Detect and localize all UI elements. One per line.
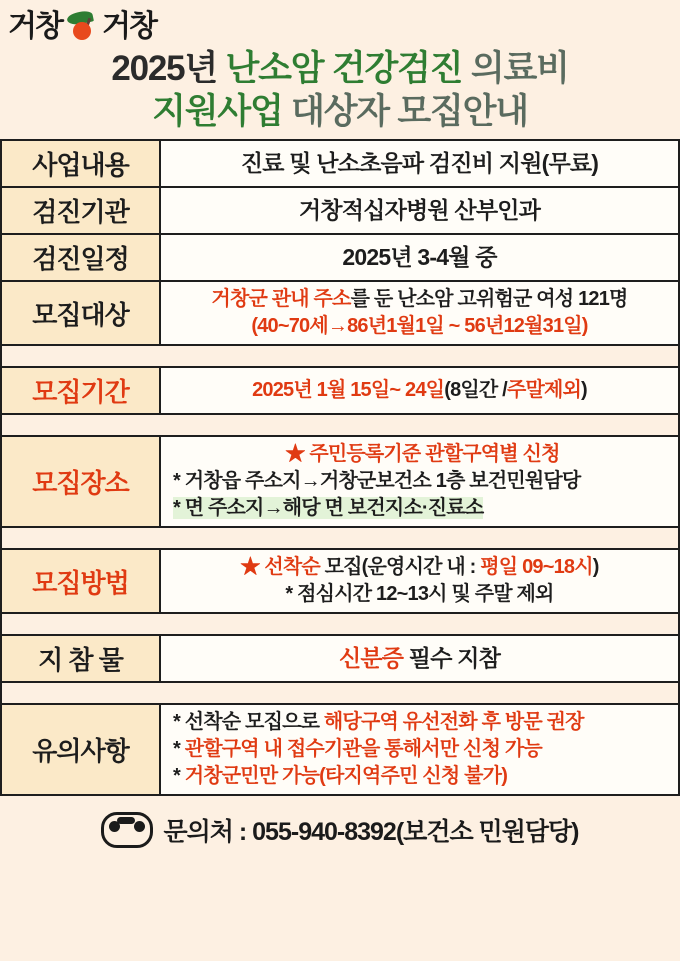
method-line1-rest: 모집(운영시간 내 : [324, 556, 481, 579]
table-spacer [1, 613, 679, 635]
period-part-d: ) [581, 379, 587, 402]
target-line1-rest: 를 둔 난소암 고위험군 여성 121명 [350, 288, 628, 311]
title-line1-part3: 의료비 [470, 49, 569, 88]
row-value-business-content: 진료 및 난소초음파 검진비 지원(무료) [160, 140, 679, 187]
logo-left-text: 거창 [8, 10, 62, 43]
target-line1-red: 거창군 관내 주소 [211, 288, 351, 311]
table-row [1, 635, 679, 682]
notes-line2-red: 관할구역 내 접수기관을 통해서만 신청 가능 [184, 738, 542, 761]
notes-line2-black: * [173, 738, 185, 761]
contact-text: 문의처 : 055-940-8392(보건소 민원담당) [163, 818, 579, 847]
title-line2-part2: 대상자 모집안내 [291, 91, 528, 131]
period-part-c: 주말제외 [506, 379, 582, 402]
notes-line1-black: * 선착순 모집으로 [173, 711, 324, 734]
place-line-3-text: * 면 주소지→해당 면 보건지소·진료소 [173, 497, 484, 520]
place-line-2: * 거창읍 주소지→거창군보건소 1층 보건민원담당 [173, 470, 581, 493]
target-line-1 [167, 286, 672, 313]
notes-line-2 [173, 736, 672, 763]
row-value-application-method [160, 549, 679, 613]
apple-leaf-logo-icon [64, 10, 100, 44]
method-line1-red: 선착순 [264, 556, 325, 579]
table-spacer [1, 414, 679, 436]
row-value-exam-institution: 거창적십자병원 산부인과 [160, 187, 679, 234]
bring-items-rest: 필수 지참 [403, 645, 501, 672]
telephone-icon [101, 812, 153, 848]
row-value-application-place [160, 436, 679, 527]
place-line-1: ★ 주민등록기준 관할구역별 신청 [285, 443, 560, 466]
row-label-application-period: 모집기간 [1, 367, 160, 414]
star-icon: ★ [240, 556, 265, 579]
row-value-notes [160, 704, 679, 795]
period-part-b: (8일간 / [444, 379, 507, 402]
info-table [0, 139, 680, 796]
row-label-application-place: 모집장소 [1, 436, 160, 527]
table-row [1, 187, 679, 234]
notes-line3-black: * [173, 765, 185, 788]
row-label-notes: 유의사항 [1, 704, 160, 795]
method-line1-red2: 평일 09~18시 [480, 556, 593, 579]
row-label-exam-institution: 검진기관 [1, 187, 160, 234]
table-row [1, 549, 679, 613]
title-line-1 [0, 48, 680, 91]
method-line1-tail: ) [592, 556, 599, 579]
place-line-3 [173, 495, 672, 522]
info-table-wrapper [0, 139, 680, 796]
period-part-a: 2025년 1월 15일~ 24일 [252, 379, 445, 402]
logo-right-text: 거창 [101, 10, 156, 43]
notes-line1-red: 해당구역 유선전화 후 방문 권장 [323, 711, 584, 734]
method-line-2: * 점심시간 12~13시 및 주말 제외 [285, 583, 554, 606]
notes-line-3 [173, 763, 672, 790]
row-value-bring-items [160, 635, 679, 682]
period-line [167, 377, 672, 404]
row-label-business-content: 사업내용 [1, 140, 160, 187]
title-line-2 [0, 91, 680, 134]
row-label-exam-schedule: 검진일정 [1, 234, 160, 281]
notes-line-1 [173, 709, 672, 736]
table-row [1, 281, 679, 345]
contact-footer [0, 796, 680, 858]
table-row [1, 140, 679, 187]
row-value-application-period [160, 367, 679, 414]
target-line-2: (40~70세→86년1월1일 ~ 56년12월31일) [251, 315, 588, 338]
row-label-target: 모집대상 [1, 281, 160, 345]
notes-line3-red: 거창군민만 가능(타지역주민 신청 불가) [184, 765, 508, 788]
title-line1-part2: 난소암 건강검진 [225, 49, 471, 88]
table-row [1, 367, 679, 414]
table-row [1, 234, 679, 281]
row-value-target [160, 281, 679, 345]
table-spacer [1, 527, 679, 549]
table-spacer [1, 345, 679, 367]
table-spacer [1, 682, 679, 704]
geochang-logo [8, 6, 156, 48]
row-label-application-method: 모집방법 [1, 549, 160, 613]
table-row [1, 704, 679, 795]
row-value-exam-schedule: 2025년 3-4월 중 [160, 234, 679, 281]
bring-items-red: 신분증 [338, 645, 404, 672]
title-line2-part1: 지원사업 [152, 91, 292, 131]
title-line1-part1: 2025년 [111, 49, 226, 88]
method-line-1 [167, 554, 672, 581]
row-label-bring-items: 지 참 물 [1, 635, 160, 682]
table-row [1, 436, 679, 527]
